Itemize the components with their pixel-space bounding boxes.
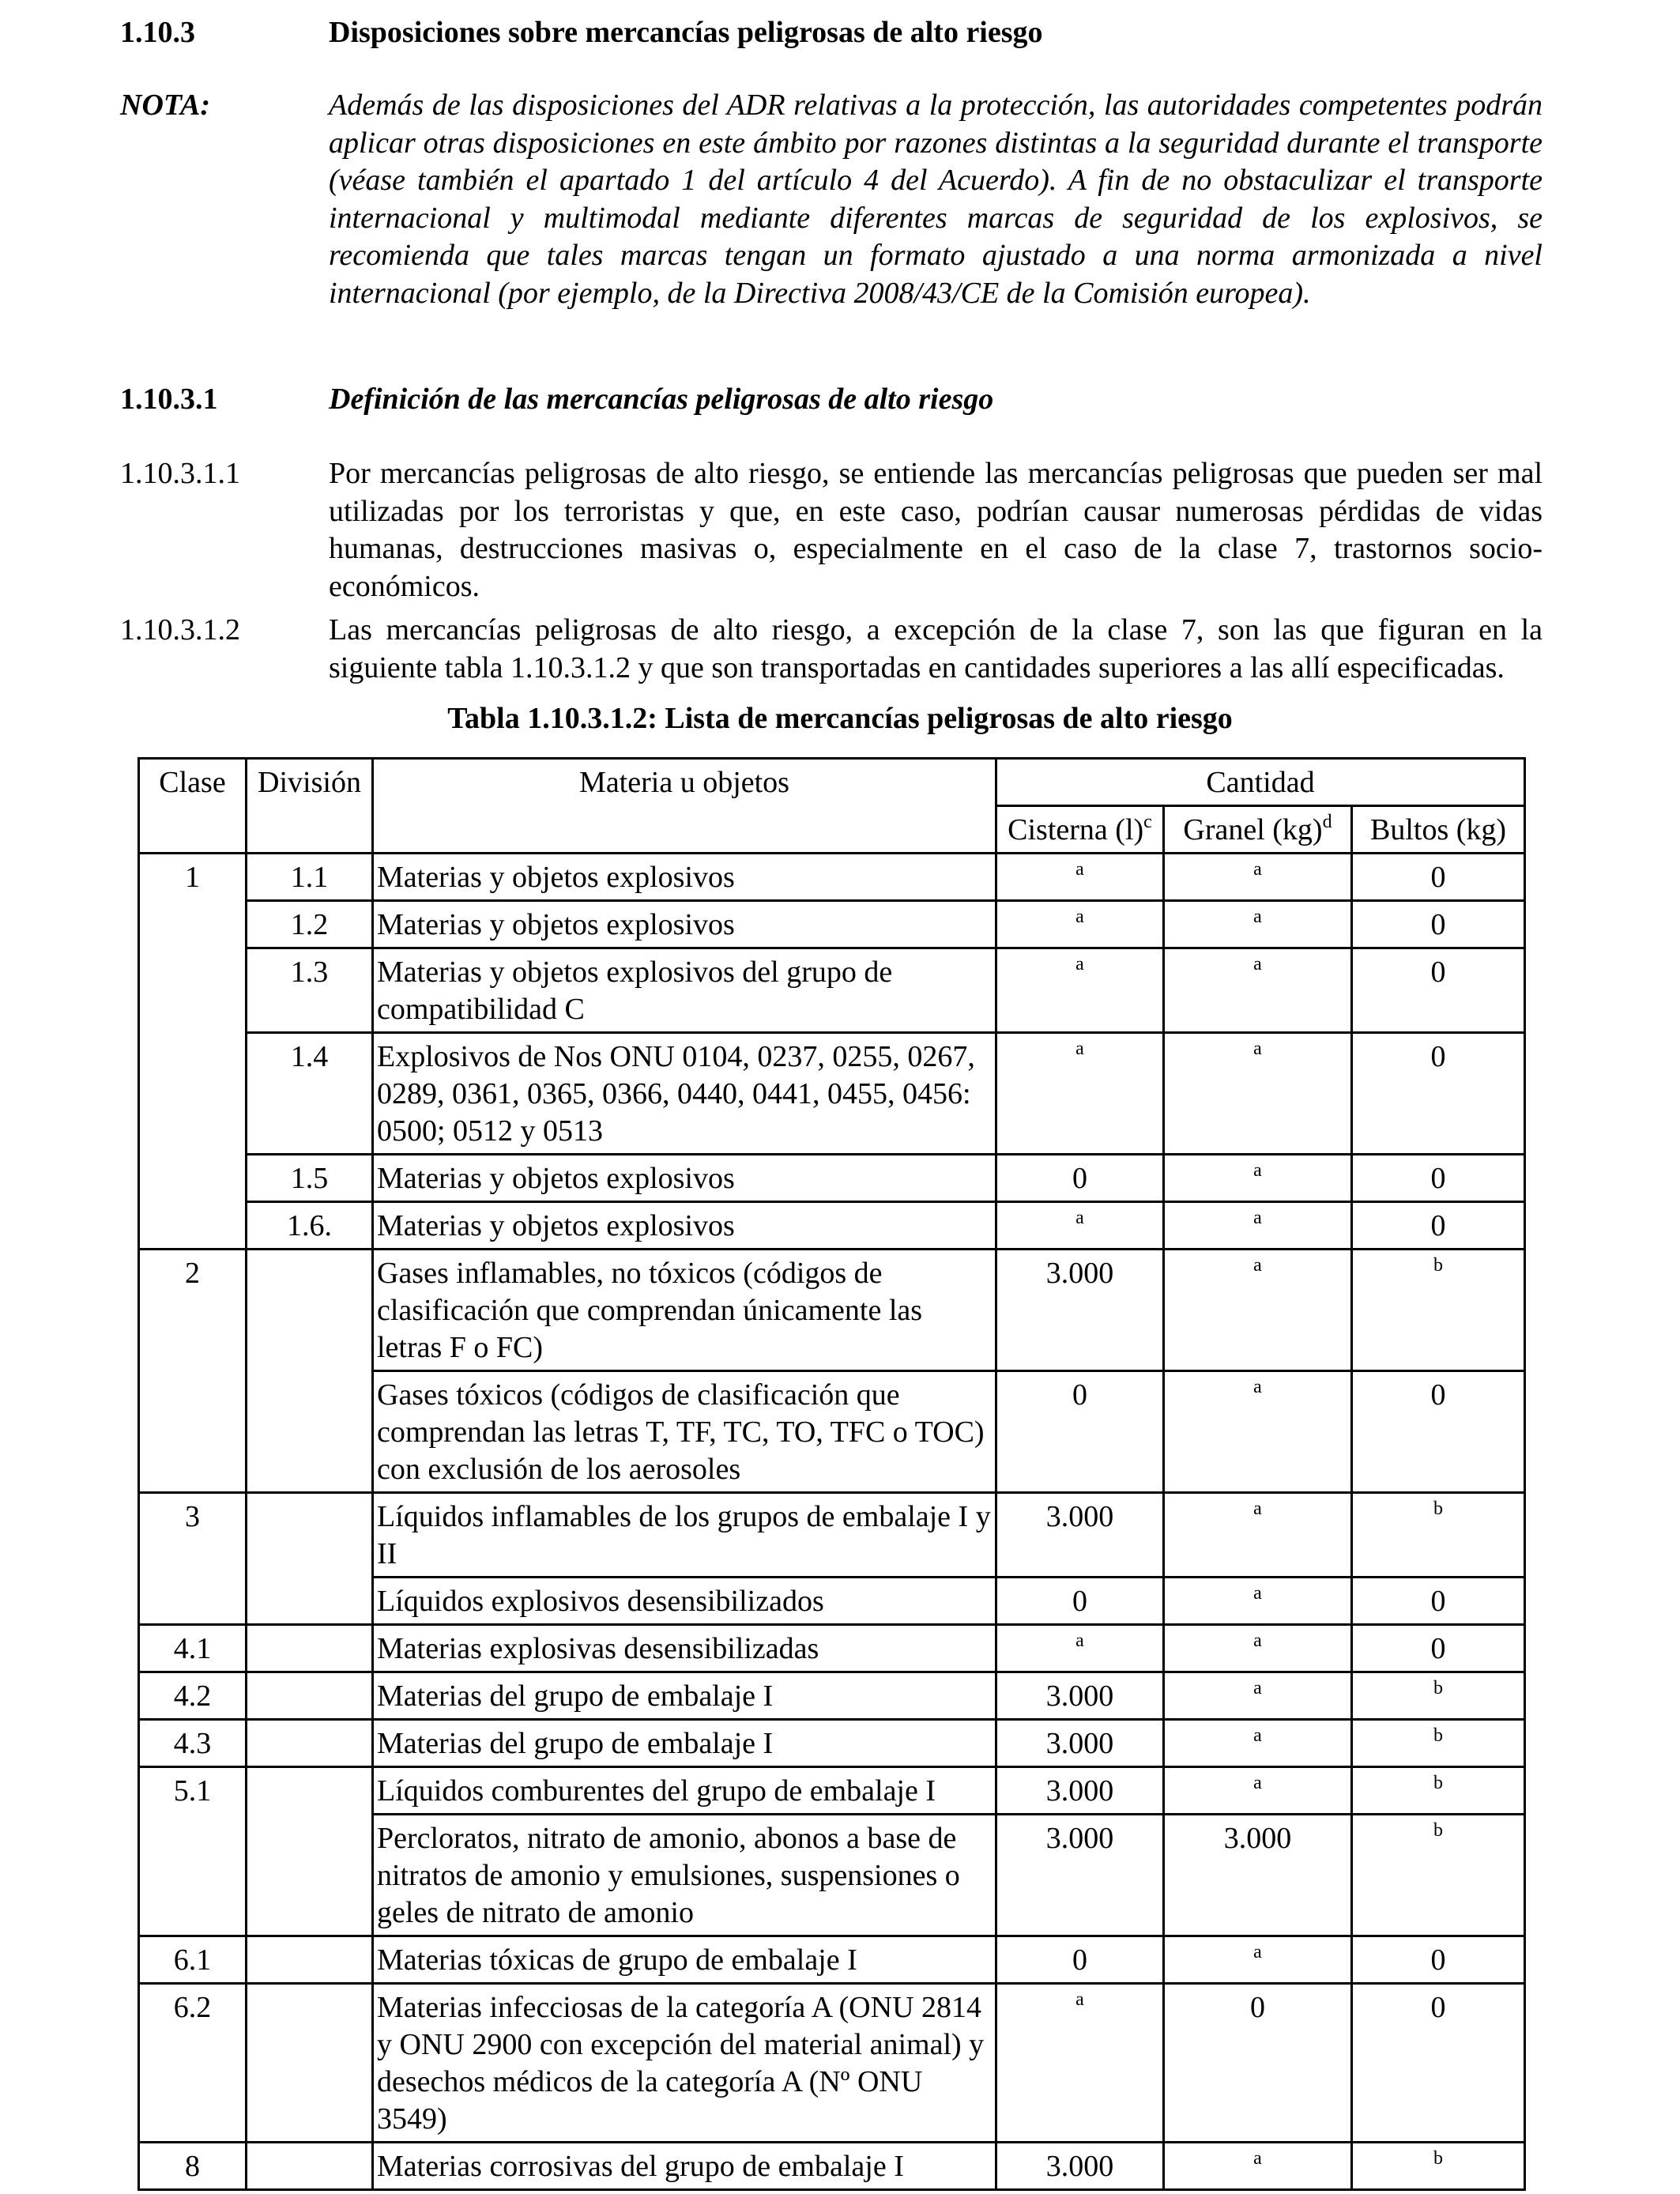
footnote-mark: a bbox=[1075, 1989, 1084, 2010]
cell-division bbox=[247, 1625, 373, 1672]
cell-bultos: 0 bbox=[1352, 1033, 1525, 1155]
cell-cisterna bbox=[996, 1984, 1164, 2143]
cell-materia: Materias y objetos explosivos bbox=[373, 1155, 996, 1202]
cell-cisterna: 3.000 bbox=[996, 1493, 1164, 1578]
cell-bultos: 0 bbox=[1352, 854, 1525, 901]
cell-granel bbox=[1164, 1493, 1352, 1578]
cell-bultos bbox=[1352, 1672, 1525, 1720]
footnote-mark: b bbox=[1433, 1255, 1444, 1276]
cell-bultos: 0 bbox=[1352, 1155, 1525, 1202]
cell-cisterna: 0 bbox=[996, 1936, 1164, 1984]
paragraph-1-number: 1.10.3.1.1 bbox=[120, 457, 240, 490]
footnote-mark: a bbox=[1253, 1942, 1262, 1962]
cell-materia: Líquidos inflamables de los grupos de embalaje I y II bbox=[373, 1493, 996, 1578]
cell-cisterna: 3.000 bbox=[996, 2143, 1164, 2190]
header-cisterna: Cisterna $(l)^c$ bbox=[996, 806, 1164, 854]
footnote-mark: a bbox=[1253, 1678, 1262, 1698]
cell-cisterna bbox=[996, 1625, 1164, 1672]
table-row bbox=[139, 2143, 1525, 2190]
cell-granel bbox=[1164, 1155, 1352, 1202]
cell-division bbox=[247, 1767, 373, 1936]
cell-cisterna: 3.000 bbox=[996, 1767, 1164, 1815]
subsection-number: 1.10.3.1 bbox=[120, 383, 218, 416]
table-row bbox=[139, 1720, 1525, 1767]
footnote-mark: a bbox=[1075, 1208, 1084, 1228]
cell-division: 1.1 bbox=[247, 854, 373, 901]
cell-clase: 4.1 bbox=[139, 1625, 247, 1672]
cell-materia: Materias del grupo de embalaje I bbox=[373, 1720, 996, 1767]
footnote-mark: a bbox=[1253, 907, 1262, 927]
cell-bultos: 0 bbox=[1352, 948, 1525, 1033]
cell-cisterna: 3.000 bbox=[996, 1815, 1164, 1936]
cell-bultos bbox=[1352, 1720, 1525, 1767]
section-title: Disposiciones sobre mercancías peligrosas de alto riesgo bbox=[329, 16, 1043, 49]
footnote-mark: a bbox=[1253, 1377, 1262, 1397]
cell-materia: Materias infecciosas de la categoría A (ONU 2814 y ONU 2900 con excepción del material animal) y desechos médicos de la categoría A (Nº ONU 3549) bbox=[373, 1984, 996, 2143]
cell-materia: Materias tóxicas de grupo de embalaje I bbox=[373, 1936, 996, 1984]
cell-division bbox=[247, 1936, 373, 1984]
cell-division bbox=[247, 1720, 373, 1767]
cell-division bbox=[247, 1250, 373, 1493]
cell-cisterna: 3.000 bbox=[996, 1672, 1164, 1720]
cell-bultos bbox=[1352, 1767, 1525, 1815]
footnote-mark: a bbox=[1253, 1160, 1262, 1181]
cell-bultos: 0 bbox=[1352, 1371, 1525, 1493]
cell-materia: Líquidos comburentes del grupo de embalaje I bbox=[373, 1767, 996, 1815]
footnote-mark: a bbox=[1253, 2148, 1262, 2169]
footnote-mark: b bbox=[1433, 1498, 1444, 1519]
cell-materia: Materias y objetos explosivos bbox=[373, 901, 996, 948]
cell-cisterna bbox=[996, 1202, 1164, 1250]
note-label: NOTA: bbox=[120, 89, 210, 122]
cell-materia: Materias y objetos explosivos bbox=[373, 1202, 996, 1250]
footnote-mark: a bbox=[1253, 954, 1262, 974]
cell-granel: 0 bbox=[1164, 1984, 1352, 2143]
cell-granel bbox=[1164, 1250, 1352, 1371]
table-row bbox=[139, 1155, 1525, 1202]
cell-bultos: 0 bbox=[1352, 1984, 1525, 2143]
footnote-mark: b bbox=[1433, 1773, 1444, 1793]
footnote-mark: a bbox=[1253, 1208, 1262, 1228]
hazard-table bbox=[137, 757, 1526, 2191]
cell-division: 1.3 bbox=[247, 948, 373, 1033]
table-row bbox=[139, 1493, 1525, 1578]
cell-materia: Líquidos explosivos desensibilizados bbox=[373, 1578, 996, 1625]
footnote-mark: b bbox=[1433, 1725, 1444, 1746]
cell-clase: 6.1 bbox=[139, 1936, 247, 1984]
footnote-mark: a bbox=[1253, 1630, 1262, 1651]
cell-cisterna: 0 bbox=[996, 1371, 1164, 1493]
table-row bbox=[139, 948, 1525, 1033]
section-number: 1.10.3 bbox=[120, 16, 195, 49]
footnote-mark: a bbox=[1075, 954, 1084, 974]
cell-materia: Gases tóxicos (códigos de clasificación que comprendan las letras T, TF, TC, TO, TFC o TOC) con exclusión de los aerosoles bbox=[373, 1371, 996, 1493]
cell-clase: 4.2 bbox=[139, 1672, 247, 1720]
paragraph-2-text: Las mercancías peligrosas de alto riesgo, a excepción de la clase 7, son las que figuran en la siguiente tabla 1.10.3.1.2 y que son transportadas en cantidades superiores a las allí especificadas. bbox=[329, 613, 1543, 684]
cell-granel bbox=[1164, 1720, 1352, 1767]
cell-granel bbox=[1164, 1578, 1352, 1625]
cell-granel bbox=[1164, 1033, 1352, 1155]
table-row bbox=[139, 1202, 1525, 1250]
table-row bbox=[139, 854, 1525, 901]
note-text: Además de las disposiciones del ADR relativas a la protección, las autoridades competentes podrán aplicar otras disposiciones en este ámbito por razones distintas a la seguridad durante el transporte (véase también el apartado 1 del artículo 4 del Acuerdo). A fin de no obstaculizar el transporte internacional y multimodal mediante diferentes marcas de seguridad de los explosivos, se recomienda que tales marcas tengan un formato ajustado a una norma armonizada a nivel internacional (por ejemplo, de la Directiva 2008/43/CE de la Comisión europea). bbox=[329, 89, 1543, 310]
cell-division bbox=[247, 2143, 373, 2190]
cell-bultos bbox=[1352, 1493, 1525, 1578]
cell-granel bbox=[1164, 901, 1352, 948]
footnote-mark: a bbox=[1253, 1039, 1262, 1059]
cell-materia: Explosivos de Nos ONU 0104, 0237, 0255, 0267, 0289, 0361, 0365, 0366, 0440, 0441, 0455, 0456: 0500; 0512 y 0513 bbox=[373, 1033, 996, 1155]
footnote-mark: a bbox=[1253, 1255, 1262, 1276]
footnote-mark: a bbox=[1075, 1039, 1084, 1059]
footnote-mark: a bbox=[1075, 907, 1084, 927]
cell-bultos: 0 bbox=[1352, 1578, 1525, 1625]
cell-clase: 5.1 bbox=[139, 1767, 247, 1936]
cell-materia: Materias corrosivas del grupo de embalaje I bbox=[373, 2143, 996, 2190]
cell-cisterna bbox=[996, 901, 1164, 948]
paragraph-1-text: Por mercancías peligrosas de alto riesgo, se entiende las mercancías peligrosas que pueden ser mal utilizadas por los terroristas y que, en este caso, podrían causar numerosas pérdidas de vidas humanas, destrucciones masivas o, especialmente en el caso de la clase 7, trastornos socio-económicos. bbox=[329, 457, 1543, 603]
cell-cisterna: 0 bbox=[996, 1155, 1164, 1202]
footnote-mark: a bbox=[1253, 1773, 1262, 1793]
footnote-mark: a bbox=[1253, 1583, 1262, 1604]
cell-cisterna bbox=[996, 854, 1164, 901]
cell-granel bbox=[1164, 1625, 1352, 1672]
cell-division bbox=[247, 1672, 373, 1720]
cell-granel bbox=[1164, 948, 1352, 1033]
cell-cisterna: 0 bbox=[996, 1578, 1164, 1625]
header-granel: Granel (kg)$^d$ bbox=[1164, 806, 1352, 854]
footnote-mark: a bbox=[1253, 1498, 1262, 1519]
cell-materia: Materias explosivas desensibilizadas bbox=[373, 1625, 996, 1672]
table-row bbox=[139, 1625, 1525, 1672]
header-clase: Clase bbox=[139, 759, 247, 854]
cell-bultos: 0 bbox=[1352, 1625, 1525, 1672]
cell-division: 1.4 bbox=[247, 1033, 373, 1155]
cell-materia: Materias y objetos explosivos bbox=[373, 854, 996, 901]
cell-division: 1.6. bbox=[247, 1202, 373, 1250]
footnote-mark: b bbox=[1433, 1678, 1444, 1698]
header-materia: Materia u objetos bbox=[373, 759, 996, 854]
header-bultos: Bultos (kg) bbox=[1352, 806, 1525, 854]
cell-clase: 4.3 bbox=[139, 1720, 247, 1767]
cell-bultos bbox=[1352, 1815, 1525, 1936]
footnote-mark: b bbox=[1433, 1820, 1444, 1841]
cell-granel bbox=[1164, 1767, 1352, 1815]
cell-granel bbox=[1164, 1936, 1352, 1984]
table-caption: Tabla 1.10.3.1.2: Lista de mercancías peligrosas de alto riesgo bbox=[447, 702, 1233, 735]
footnote-mark: a bbox=[1253, 1725, 1262, 1746]
cell-bultos: 0 bbox=[1352, 901, 1525, 948]
cell-bultos bbox=[1352, 1250, 1525, 1371]
cell-granel bbox=[1164, 2143, 1352, 2190]
cell-clase: 1 bbox=[139, 854, 247, 1250]
cell-clase: 3 bbox=[139, 1493, 247, 1625]
cell-cisterna: 3.000 bbox=[996, 1250, 1164, 1371]
cell-cisterna bbox=[996, 948, 1164, 1033]
footnote-mark: a bbox=[1075, 1630, 1084, 1651]
cell-clase: 8 bbox=[139, 2143, 247, 2190]
table-row bbox=[139, 1984, 1525, 2143]
header-division: División bbox=[247, 759, 373, 854]
table-row bbox=[139, 1033, 1525, 1155]
cell-cisterna: 3.000 bbox=[996, 1720, 1164, 1767]
cell-granel bbox=[1164, 1202, 1352, 1250]
cell-division bbox=[247, 1493, 373, 1625]
paragraph-2-number: 1.10.3.1.2 bbox=[120, 613, 240, 647]
cell-granel bbox=[1164, 854, 1352, 901]
cell-division: 1.2 bbox=[247, 901, 373, 948]
table-row bbox=[139, 1767, 1525, 1815]
cell-bultos: 0 bbox=[1352, 1202, 1525, 1250]
footnote-mark: b bbox=[1433, 2148, 1444, 2169]
table-row bbox=[139, 1672, 1525, 1720]
cell-clase: 6.2 bbox=[139, 1984, 247, 2143]
header-cantidad: Cantidad bbox=[996, 759, 1525, 806]
cell-materia: Gases inflamables, no tóxicos (códigos de clasificación que comprendan únicamente las letras F o FC) bbox=[373, 1250, 996, 1371]
cell-clase: 2 bbox=[139, 1250, 247, 1493]
cell-bultos bbox=[1352, 2143, 1525, 2190]
cell-cisterna bbox=[996, 1033, 1164, 1155]
cell-granel: 3.000 bbox=[1164, 1815, 1352, 1936]
cell-materia: Materias y objetos explosivos del grupo de compatibilidad C bbox=[373, 948, 996, 1033]
cell-division bbox=[247, 1984, 373, 2143]
cell-materia: Percloratos, nitrato de amonio, abonos a base de nitratos de amonio y emulsiones, suspensiones o geles de nitrato de amonio bbox=[373, 1815, 996, 1936]
footnote-mark: a bbox=[1075, 859, 1084, 880]
cell-bultos: 0 bbox=[1352, 1936, 1525, 1984]
cell-division: 1.5 bbox=[247, 1155, 373, 1202]
table-row bbox=[139, 1250, 1525, 1371]
subsection-title: Definición de las mercancías peligrosas de alto riesgo bbox=[329, 383, 994, 416]
cell-materia: Materias del grupo de embalaje I bbox=[373, 1672, 996, 1720]
cell-granel bbox=[1164, 1371, 1352, 1493]
cell-granel bbox=[1164, 1672, 1352, 1720]
table-row bbox=[139, 901, 1525, 948]
table-row bbox=[139, 1936, 1525, 1984]
footnote-mark: a bbox=[1253, 859, 1262, 880]
